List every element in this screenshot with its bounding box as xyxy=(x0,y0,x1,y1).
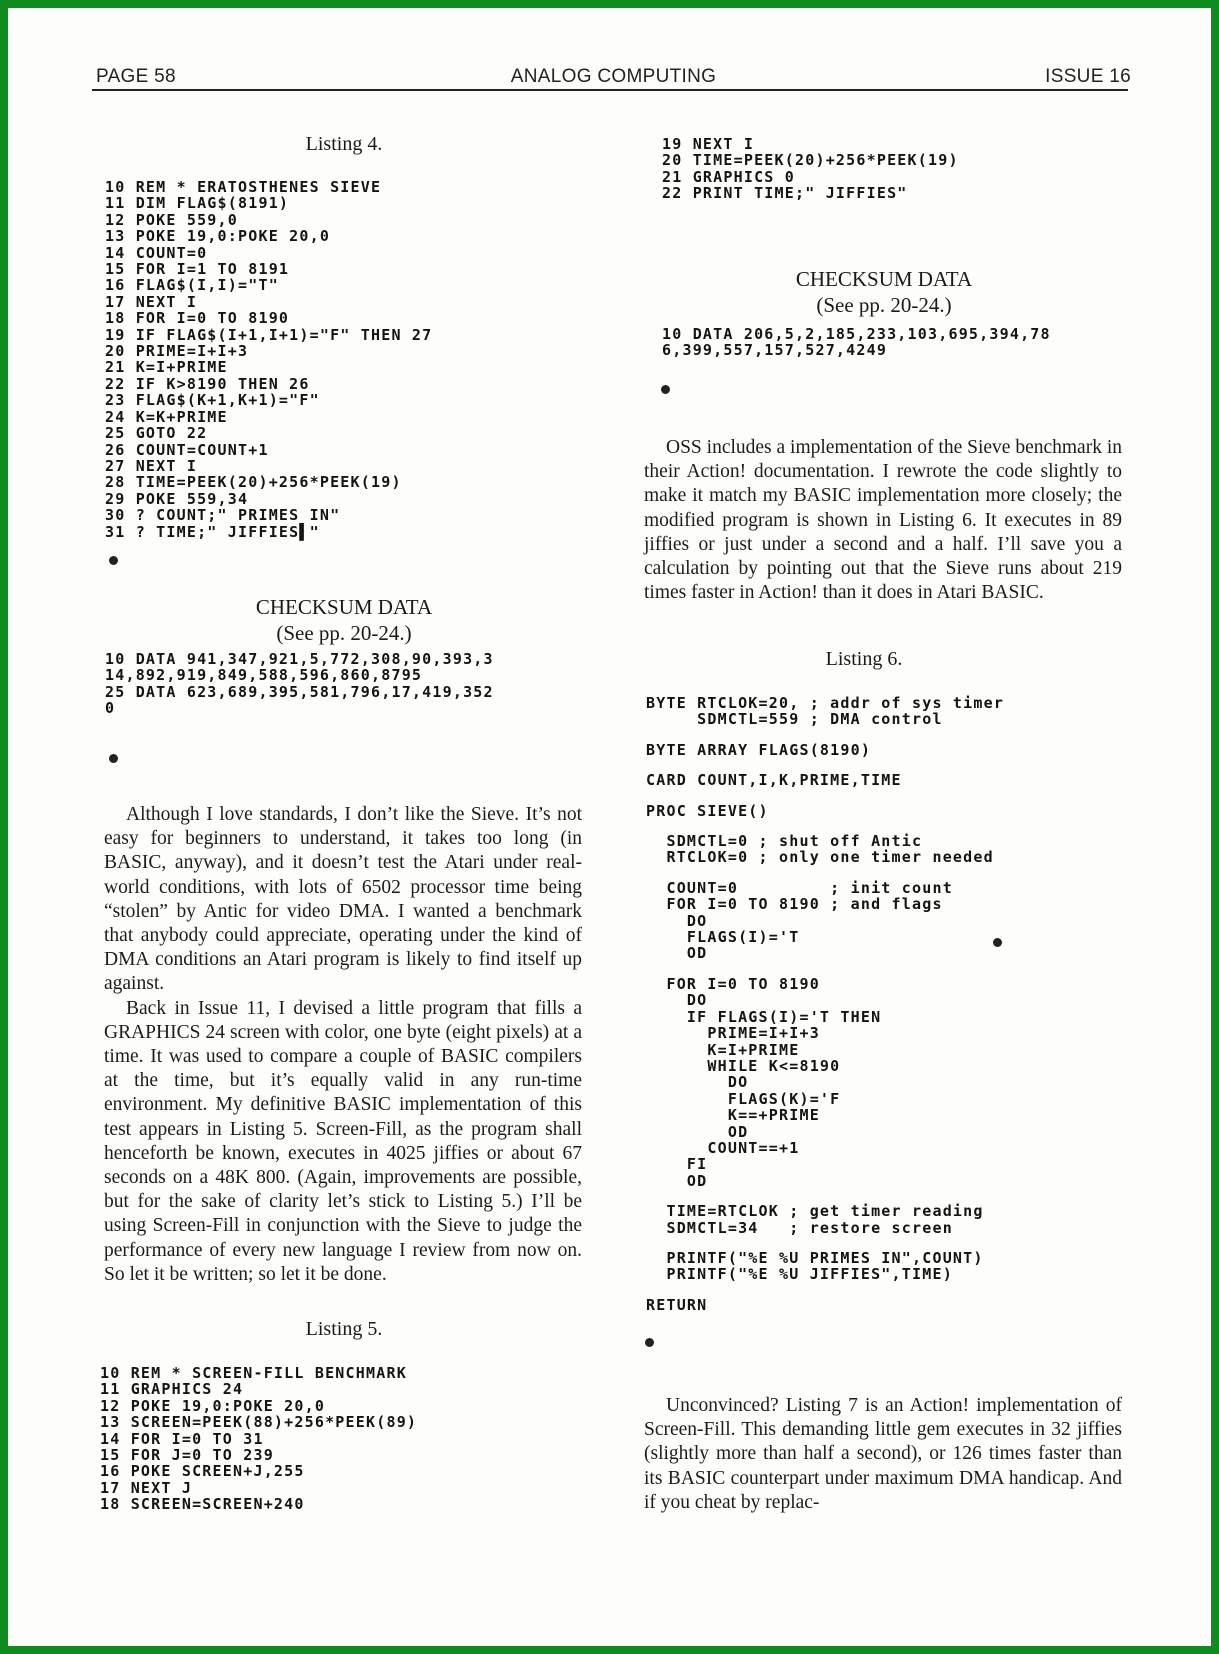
code-block: FOR I=0 TO 8190 DO IF FLAGS(I)='T THEN PRIME=I+I+3 K=I+PRIME WHILE K<=8190 DO FLAGS(K)='F K==+PRIME OD COUNT==+1 FI OD xyxy=(666,974,882,1190)
listing4-code: 10 REM * ERATOSTHENES SIEVE 11 DIM FLAG$(8191) 12 POKE 559,0 13 POKE 19,0:POKE 20,0 14 COUNT=0 15 FOR I=1 TO 8191 16 FLAG$(I,I)="T" 17 NEXT I 18 FOR I=0 TO 8190 19 IF FLAG$(I+1,I+1)="F" THEN 27 20 PRIME=I+I+3 21 K=I+PRIME 22 IF K>8190 THEN 26 23 FLAG$(K+1,K+1)="F" 24 K=K+PRIME 25 GOTO 22 26 COUNT=COUNT+1 27 NEXT I 28 TIME=PEEK(20)+256*PEEK(19) 29 POKE 559,34 30 ? COUNT;" PRIMES IN" 31 ? TIME;" JIFFIES▌" xyxy=(105,178,433,541)
checksum1-title: CHECKSUM DATA xyxy=(255,595,433,619)
listing5-code-continued: 19 NEXT I 20 TIME=PEEK(20)+256*PEEK(19) 21 GRAPHICS 0 22 PRINT TIME;" JIFFIES" xyxy=(662,135,959,203)
article-text-right-2 xyxy=(644,1394,1122,1515)
code-block: COUNT=0 ; init count FOR I=0 TO 8190 ; and flags DO FLAGS(I)='T OD xyxy=(666,878,953,963)
code-block: CARD COUNT,I,K,PRIME,TIME xyxy=(646,771,902,790)
checksum2-ref: (See pp. 20-24.) xyxy=(816,293,952,317)
section-bullet xyxy=(661,385,670,394)
paragraph: Unconvinced? Listing 7 is an Action! implementation of Screen-Fill. This demanding little gem executes in 32 jiffies (slightly more than half a second), or 126 times faster than its BASIC counterpart under maximum DMA handicap. And if you cheat by replac- xyxy=(644,1395,1122,1513)
code-block: BYTE RTCLOK=20, ; addr of sys timer SDMCTL=559 ; DMA control xyxy=(646,694,1005,729)
listing6-title: Listing 6. xyxy=(825,648,903,670)
checksum1-heading xyxy=(104,594,584,646)
checksum2-title: CHECKSUM DATA xyxy=(795,267,973,291)
magazine-title: ANALOG COMPUTING xyxy=(510,66,717,87)
code-block: SDMCTL=0 ; shut off Antic RTCLOK=0 ; only one timer needed xyxy=(666,832,994,867)
magazine-page xyxy=(8,8,1211,1646)
paragraph: Although I love standards, I don’t like the Sieve. It’s not easy for beginners to understand, it takes too long (in BASIC, anyway), and it doesn’t test the Atari under real-world conditions, with lots of 6502 processor time being “stolen” by Antic for video DMA. I wanted a benchmark that anybody could appreciate, operating under the kind of DMA conditions an Atari program is likely to find itself up against. xyxy=(104,804,582,995)
article-text-left xyxy=(104,803,582,1287)
listing5-title: Listing 5. xyxy=(305,1318,383,1340)
listing6-code xyxy=(646,695,1004,1313)
section-bullet xyxy=(109,754,118,763)
page-number: PAGE 58 xyxy=(96,66,176,87)
code-block: TIME=RTCLOK ; get timer reading SDMCTL=34 ; restore screen xyxy=(666,1202,984,1237)
code-block: PROC SIEVE() xyxy=(646,801,769,820)
article-text-right-1 xyxy=(644,436,1122,605)
code-block: BYTE ARRAY FLAGS(8190) xyxy=(646,740,872,759)
issue-number: ISSUE 16 xyxy=(1045,66,1131,87)
paragraph: OSS includes a implementation of the Sieve benchmark in their Action! documentation. I rewrote the code slightly to make it match my BASIC implementation more closely; the modified program is shown in Listing 6. It executes in 89 jiffies or just under a second and a half. I’ll save you a calculation by pointing out that the Sieve runs about 219 times faster in Action! than it does in Atari BASIC. xyxy=(644,437,1122,604)
header-rule xyxy=(92,89,1128,91)
section-bullet xyxy=(645,1338,654,1347)
checksum2-heading xyxy=(644,266,1124,318)
listing4-title: Listing 4. xyxy=(305,133,383,155)
section-bullet xyxy=(109,556,118,565)
paragraph: Back in Issue 11, I devised a little program that fills a GRAPHICS 24 screen with color, one byte (eight pixels) at a time. It was used to compare a couple of BASIC compilers at the time, but it’s equally valid in any run-time environment. My definitive BASIC implementation of this test appears in Listing 5. Screen-Fill, as the program shall henceforth be known, executes in 4025 jiffies or about 67 seconds on a 48K 800. (Again, improvements are possible, but for the sake of clarity let’s stick to Listing 5.) I’ll be using Screen-Fill in conjunction with the Sieve to judge the performance of every new language I review from now on. So let it be written; so let it be done. xyxy=(104,997,582,1285)
section-bullet xyxy=(993,938,1002,947)
code-block: PRINTF("%E %U PRIMES IN",COUNT) PRINTF("%E %U JIFFIES",TIME) xyxy=(666,1248,984,1284)
checksum1-code: 10 DATA 941,347,921,5,772,308,90,393,3 14,892,919,849,588,596,860,8795 25 DATA 623,689,395,581,796,17,419,352 0 xyxy=(105,650,494,718)
checksum1-ref: (See pp. 20-24.) xyxy=(276,621,412,645)
code-block: RETURN xyxy=(646,1295,708,1314)
checksum2-code: 10 DATA 206,5,2,185,233,103,695,394,78 6,399,557,157,527,4249 xyxy=(662,325,1051,360)
listing5-code: 10 REM * SCREEN-FILL BENCHMARK 11 GRAPHICS 24 12 POKE 19,0:POKE 20,0 13 SCREEN=PEEK(88)+256*PEEK(89) 14 FOR I=0 TO 31 15 FOR J=0 TO 239 16 POKE SCREEN+J,255 17 NEXT J 18 SCREEN=SCREEN+240 xyxy=(100,1364,418,1514)
